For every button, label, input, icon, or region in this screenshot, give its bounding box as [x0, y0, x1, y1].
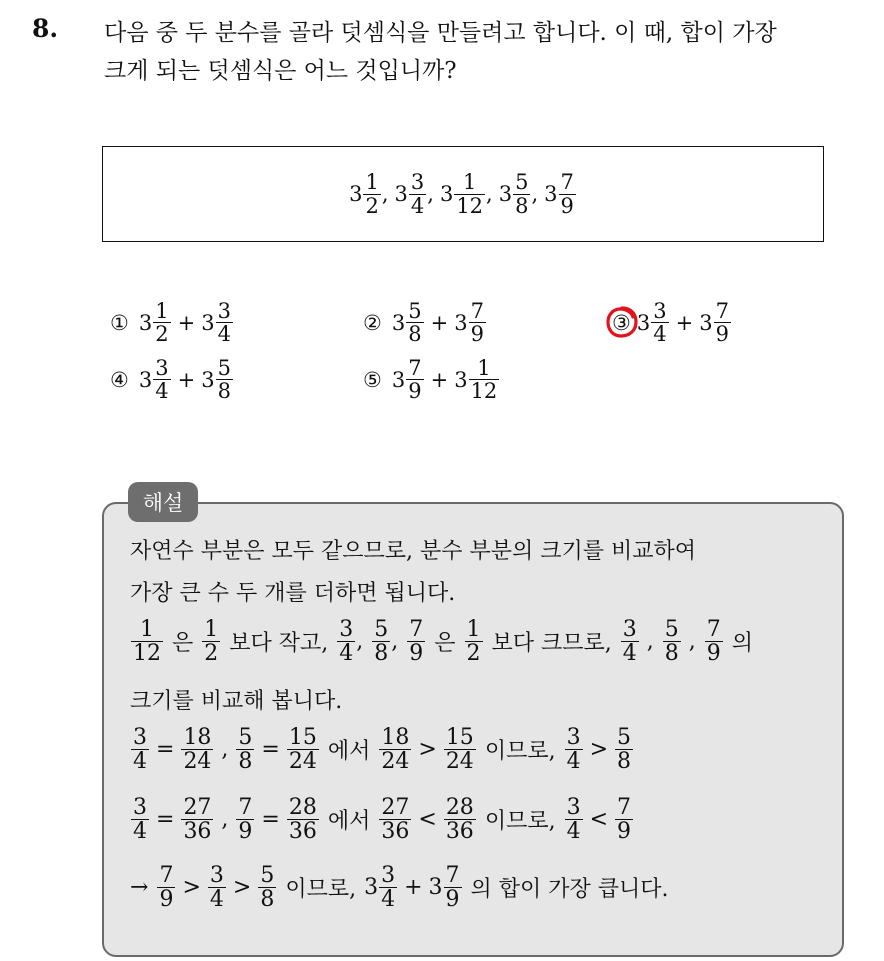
choice-2[interactable]: ② 3 $\frac{5}{8}$ + 3 $\frac{7}{9}$ — [363, 299, 484, 347]
explanation-line-2: 가장 큰 수 두 개를 더하면 됩니다. — [130, 581, 456, 606]
answer-circle-mark-icon — [605, 305, 639, 339]
question-text — [104, 14, 874, 90]
explanation-line-4: 크기를 비교해 봅니다. — [130, 689, 343, 714]
choice-label: ② — [363, 310, 382, 335]
choice-1[interactable]: ① 3 $\frac{1}{2}$ + 3 $\frac{3}{4}$ — [110, 299, 231, 347]
question-line-1: 다음 중 두 분수를 골라 덧셈식을 만들려고 합니다. 이 때, 합이 가장 — [104, 20, 777, 46]
question-number: 8. — [32, 14, 59, 43]
choice-label: ⑤ — [363, 367, 382, 392]
explanation-line-6: $\frac{3}{4}$ = $\frac{27}{36}$ , $\frac{7}{9}$ = $\frac{28}{36}$ 에서 $\frac{27}{36}$ < $\frac{28}{36}$ 이므로, $\frac{3}{4}$ < $\frac{7}{9}$ — [133, 795, 631, 845]
given-fraction: 3 $\frac{5}{8}$ — [498, 170, 529, 218]
given-fractions-box — [102, 146, 824, 242]
question-line-2: 크게 되는 덧셈식은 어느 것입니까? — [104, 58, 457, 84]
separator: , — [381, 182, 389, 206]
plus-sign: + — [430, 367, 449, 392]
plus-sign: + — [177, 367, 196, 392]
plus-sign: + — [675, 310, 694, 335]
choice-5[interactable]: ⑤ 3 $\frac{7}{9}$ + 3 $\frac{1}{12}$ — [363, 356, 498, 404]
explanation-line-5: $\frac{3}{4}$ = $\frac{18}{24}$ , $\frac{5}{8}$ = $\frac{15}{24}$ 에서 $\frac{18}{24}$ > $\frac{15}{24}$ 이므로, $\frac{3}{4}$ > $\frac{5}{8}$ — [133, 725, 631, 775]
separator: , — [531, 182, 539, 206]
choice-label: ④ — [110, 367, 129, 392]
explanation-tab: 해설 — [128, 482, 198, 522]
choice-label: ① — [110, 310, 129, 335]
explanation-line-1: 자연수 부분은 모두 같으므로, 분수 부분의 크기를 비교하여 — [130, 539, 696, 564]
given-fraction: 3 $\frac{1}{2}$ — [349, 170, 379, 218]
choice-4[interactable]: ④ 3 $\frac{3}{4}$ + 3 $\frac{5}{8}$ — [110, 356, 231, 404]
separator: , — [486, 182, 493, 206]
plus-sign: + — [177, 310, 196, 335]
explanation-line-7: → $\frac{7}{9}$ > $\frac{3}{4}$ > $\frac{5}{8}$ 이므로, 3 $\frac{3}{4}$ + 3 $\frac{7}{9}$ 의 합이 가장 큽니다. — [130, 863, 669, 913]
choice-label: ③ — [612, 310, 631, 335]
choice-3[interactable]: ③ 3 $\frac{3}{4}$ + 3 $\frac{7}{9}$ — [612, 299, 729, 347]
separator: , — [427, 182, 434, 206]
given-fraction: 3 $\frac{7}{9}$ — [544, 170, 574, 218]
explanation-line-3: $\frac{1}{12}$ 은 $\frac{1}{2}$ 보다 작고, $\frac{3}{4}$ , $\frac{5}{8}$ , $\frac{7}{9}$ 은 $\frac{1}{2}$ 보다 크므로, $\frac{3}{4}$ , $\frac{5}{8}$ , $\frac{7}{9}$ 의 — [133, 617, 754, 667]
given-fraction: 3 $\frac{3}{4}$ — [394, 170, 425, 218]
plus-sign: + — [430, 310, 449, 335]
given-fraction: 3 $\frac{1}{12}$ — [439, 170, 484, 218]
